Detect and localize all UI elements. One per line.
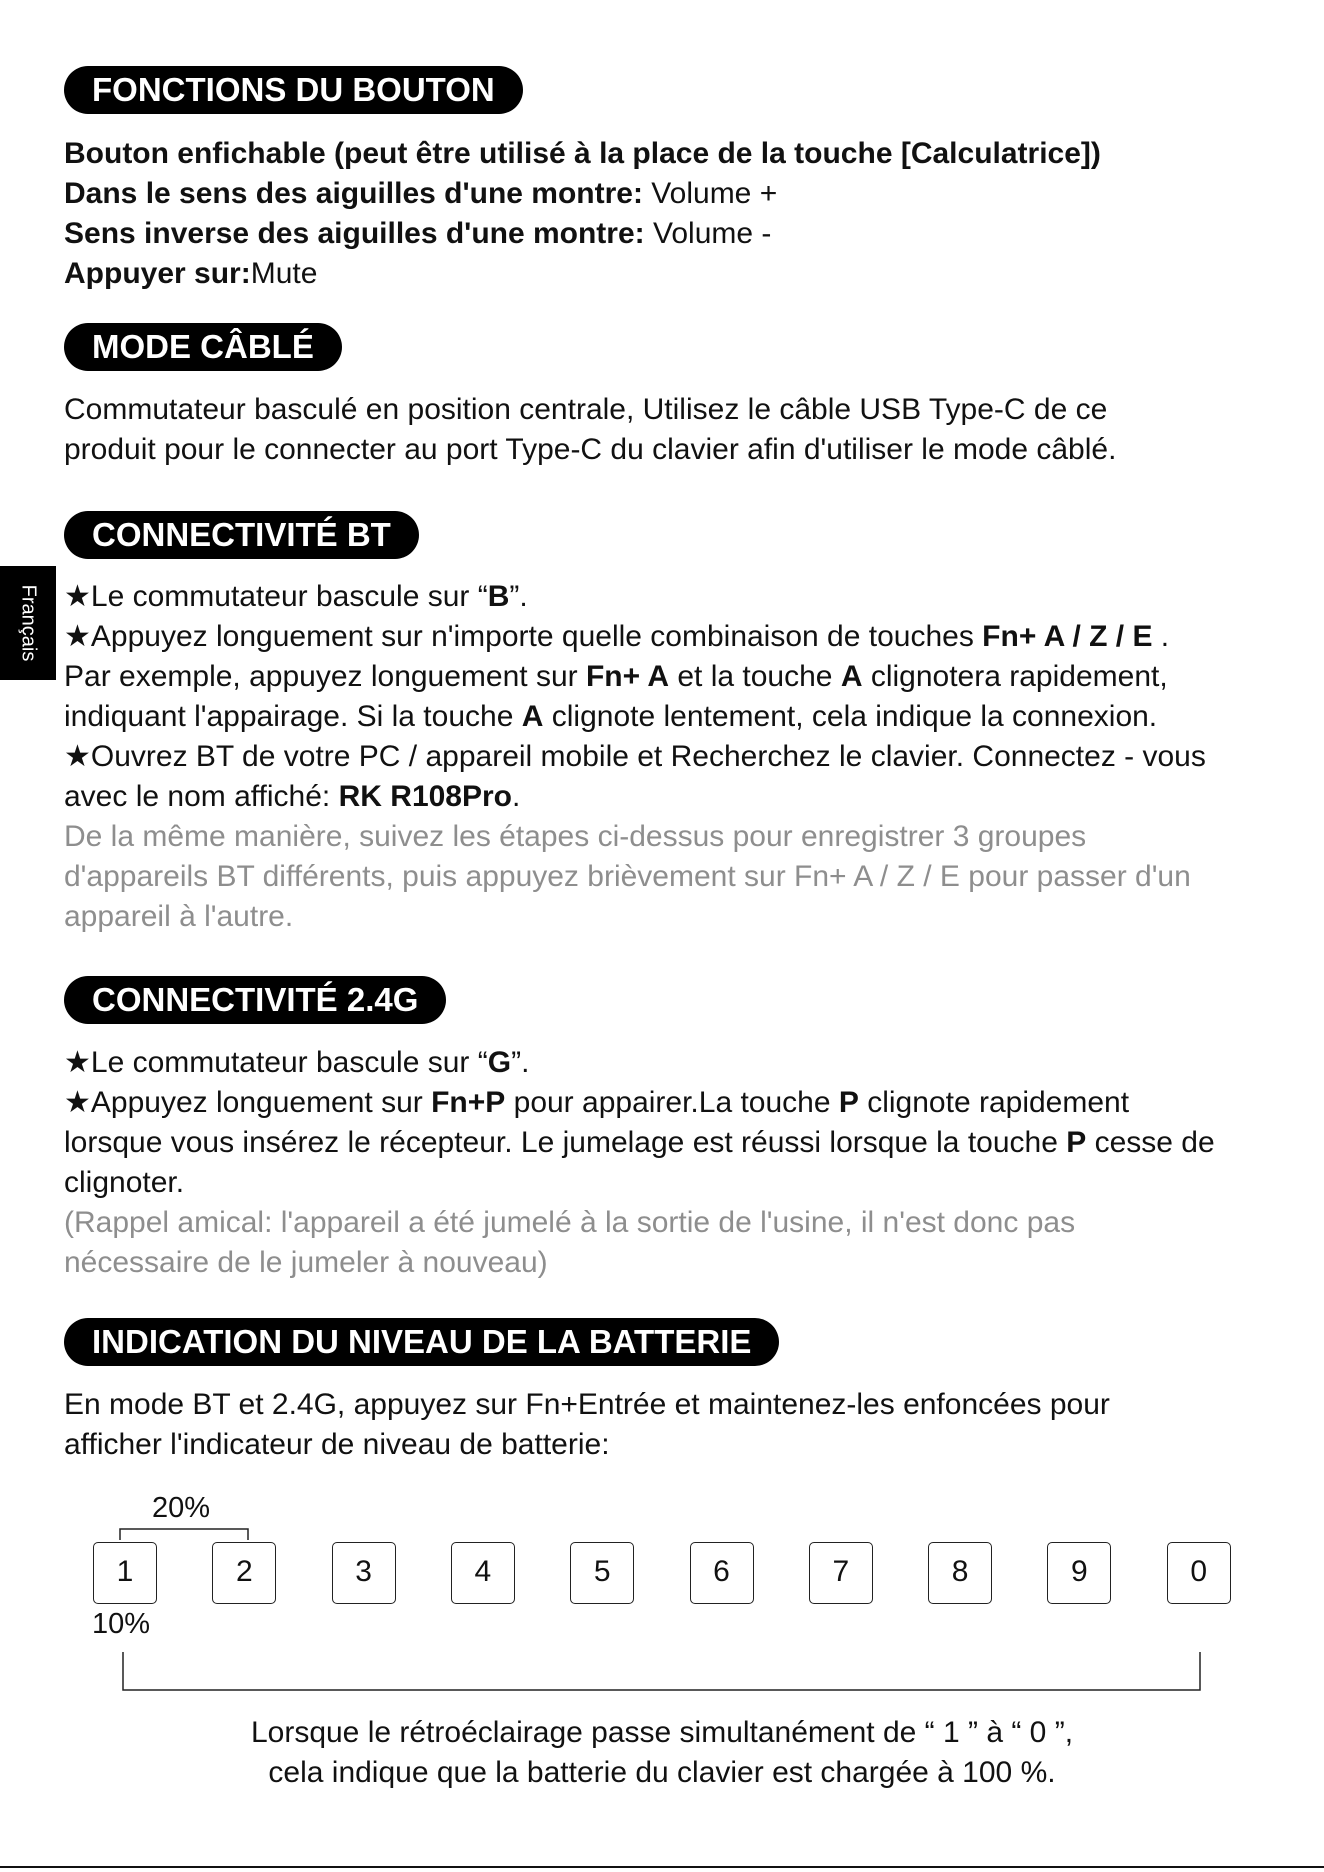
g24-line-2: ★Appuyez longuement sur Fn+P pour appairer.La touche P clignote rapidement	[64, 1086, 1130, 1119]
section-title-2-4g: CONNECTIVITÉ 2.4G	[64, 976, 446, 1024]
keycap-7: 7	[809, 1542, 873, 1604]
bracket-100-percent	[123, 1652, 1200, 1690]
keycap-4: 4	[451, 1542, 515, 1604]
keycap-0: 0	[1167, 1542, 1231, 1604]
bottom-rule	[0, 1866, 1324, 1868]
section-title-button: FONCTIONS DU BOUTON	[64, 66, 523, 114]
language-tab-label: Français	[17, 584, 40, 662]
bt-line-1: ★Le commutateur bascule sur “B”.	[64, 580, 528, 613]
button-line-1: Bouton enfichable (peut être utilisé à la place de la touche [Calculatrice])	[64, 137, 1101, 170]
g24-line-3: lorsque vous insérez le récepteur. Le jumelage est réussi lorsque la touche P cesse de	[64, 1126, 1215, 1159]
bracket-20-percent	[120, 1529, 248, 1540]
bt-line-2: ★Appuyez longuement sur n'importe quelle combinaison de touches Fn+ A / Z / E .	[64, 620, 1170, 653]
keycap-3: 3	[332, 1542, 396, 1604]
wired-line-2: produit pour le connecter au port Type-C du clavier afin d'utiliser le mode câblé.	[64, 433, 1117, 466]
wired-line-1: Commutateur basculé en position centrale, Utilisez le câble USB Type-C de ce	[64, 393, 1108, 426]
section-title-wired: MODE CÂBLÉ	[64, 323, 342, 371]
button-line-cw: Dans le sens des aiguilles d'une montre: Volume +	[64, 177, 778, 210]
button-line-press: Appuyer sur:Mute	[64, 257, 318, 290]
bt-gray-line-3: appareil à l'autre.	[64, 900, 294, 933]
g24-line-1: ★Le commutateur bascule sur “G”.	[64, 1046, 530, 1079]
keycap-2: 2	[212, 1542, 276, 1604]
bt-gray-line-2: d'appareils BT différents, puis appuyez brièvement sur Fn+ A / Z / E pour passer d'un	[64, 860, 1191, 893]
g24-gray-line-2: nécessaire de le jumeler à nouveau)	[64, 1246, 548, 1279]
section-title-battery: INDICATION DU NIVEAU DE LA BATTERIE	[64, 1318, 779, 1366]
g24-line-4: clignoter.	[64, 1166, 185, 1199]
button-line-ccw: Sens inverse des aiguilles d'une montre: Volume -	[64, 217, 772, 250]
keycap-8: 8	[928, 1542, 992, 1604]
keycap-6: 6	[690, 1542, 754, 1604]
battery-note-line-1: Lorsque le rétroéclairage passe simultanément de “ 1 ” à “ 0 ”,	[250, 1716, 1074, 1749]
bt-gray-line-1: De la même manière, suivez les étapes ci-dessus pour enregistrer 3 groupes	[64, 820, 1087, 853]
bt-line-3: Par exemple, appuyez longuement sur Fn+ A et la touche A clignotera rapidement,	[64, 660, 1168, 693]
keycap-9: 9	[1047, 1542, 1111, 1604]
battery-line-1: En mode BT et 2.4G, appuyez sur Fn+Entrée et maintenez-les enfoncées pour	[64, 1388, 1110, 1421]
bt-line-6: avec le nom affiché: RK R108Pro.	[64, 780, 521, 813]
battery-line-2: afficher l'indicateur de niveau de batterie:	[64, 1428, 610, 1461]
section-title-bt: CONNECTIVITÉ BT	[64, 511, 419, 559]
label-10-percent: 10%	[92, 1608, 151, 1640]
bt-line-4: indiquant l'appairage. Si la touche A clignote lentement, cela indique la connexion.	[64, 700, 1158, 733]
label-20-percent: 20%	[152, 1492, 211, 1524]
g24-gray-line-1: (Rappel amical: l'appareil a été jumelé à la sortie de l'usine, il n'est donc pas	[64, 1206, 1076, 1239]
battery-note-line-2: cela indique que la batterie du clavier est chargée à 100 %.	[268, 1756, 1056, 1789]
keycap-5: 5	[570, 1542, 634, 1604]
bt-line-5: ★Ouvrez BT de votre PC / appareil mobile et Recherchez le clavier. Connectez - vous	[64, 740, 1206, 773]
keycap-1: 1	[93, 1542, 157, 1604]
